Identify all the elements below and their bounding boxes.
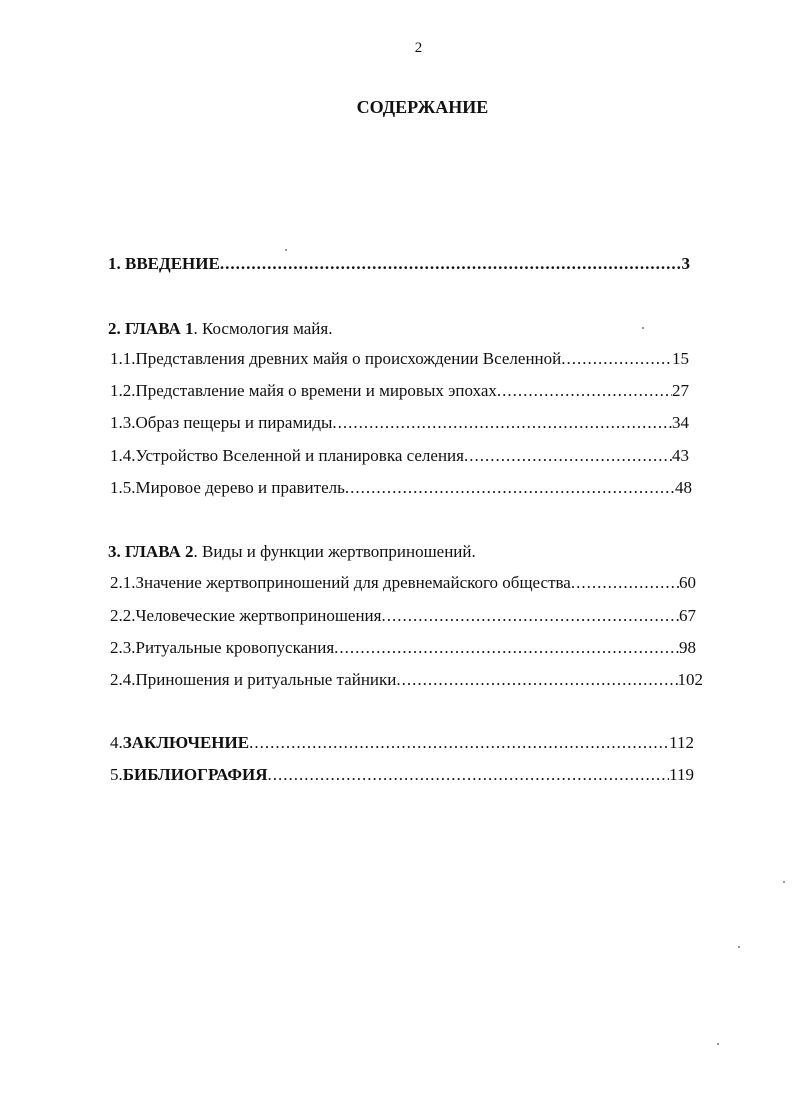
toc-entry-label: Мировое дерево и правитель bbox=[135, 478, 345, 497]
toc-entry-label: Устройство Вселенной и планировка селения bbox=[135, 446, 464, 465]
leader-dots bbox=[497, 380, 672, 402]
toc-entry-label: Представления древних майя о происхождении Вселенной bbox=[135, 349, 562, 368]
toc-entry-1-1[interactable] bbox=[110, 348, 689, 370]
toc-entry-page: 67 bbox=[679, 606, 696, 625]
toc-entry-2-4[interactable] bbox=[110, 669, 703, 691]
leader-dots bbox=[334, 637, 679, 659]
leader-dots bbox=[561, 348, 672, 370]
leader-dots bbox=[345, 477, 675, 499]
toc-entry-number: 4. bbox=[110, 733, 123, 752]
toc-entry-page: 60 bbox=[679, 573, 696, 592]
toc-entry-label: Ритуальные кровопускания bbox=[135, 638, 335, 657]
toc-entry-page: 43 bbox=[672, 446, 689, 465]
leader-dots bbox=[396, 669, 677, 691]
toc-entry-number: 2.4. bbox=[110, 670, 136, 689]
chapter-1-title: . Космология майя. bbox=[193, 319, 333, 338]
leader-dots bbox=[381, 605, 679, 627]
toc-entry-label: Человеческие жертвоприношения bbox=[135, 606, 382, 625]
toc-entry-label: Приношения и ритуальные тайники bbox=[135, 670, 397, 689]
toc-entry-number: 1.2. bbox=[110, 381, 136, 400]
toc-entry-1-4[interactable] bbox=[110, 445, 689, 467]
chapter-1-number: 2. ГЛАВА 1 bbox=[108, 319, 194, 338]
chapter-2-title: . Виды и функции жертвоприношений. bbox=[193, 542, 476, 561]
toc-entry-introduction[interactable] bbox=[108, 253, 690, 275]
leader-dots bbox=[332, 412, 672, 434]
toc-entry-page: 102 bbox=[677, 670, 703, 689]
toc-entry-number: 1.5. bbox=[110, 478, 136, 497]
scan-speck bbox=[738, 946, 740, 948]
toc-entry-label: БИБЛИОГРАФИЯ bbox=[122, 765, 268, 784]
toc-entry-2-3[interactable] bbox=[110, 637, 696, 659]
leader-dots bbox=[267, 764, 669, 786]
toc-entry-label: Значение жертвоприношений для древнемайского общества bbox=[135, 573, 571, 592]
chapter-2-heading[interactable] bbox=[108, 541, 476, 563]
toc-entry-number: 1.3. bbox=[110, 413, 136, 432]
toc-entry-2-2[interactable] bbox=[110, 605, 696, 627]
toc-entry-page: 119 bbox=[669, 765, 694, 784]
page-number: 2 bbox=[414, 40, 423, 56]
scan-speck bbox=[285, 249, 287, 251]
leader-dots bbox=[220, 253, 682, 275]
toc-entry-conclusion[interactable] bbox=[110, 732, 694, 754]
chapter-1-heading[interactable] bbox=[108, 318, 332, 340]
chapter-2-number: 3. ГЛАВА 2 bbox=[108, 542, 194, 561]
leader-dots bbox=[571, 572, 679, 594]
toc-entry-page: 98 bbox=[679, 638, 696, 657]
toc-entry-label: ЗАКЛЮЧЕНИЕ bbox=[122, 733, 250, 752]
toc-entry-1-3[interactable] bbox=[110, 412, 689, 434]
toc-entry-page: 48 bbox=[675, 478, 692, 497]
page-title: СОДЕРЖАНИЕ bbox=[356, 97, 489, 117]
toc-entry-bibliography[interactable] bbox=[110, 764, 694, 786]
scan-speck bbox=[642, 327, 644, 329]
toc-entry-page: 3 bbox=[681, 254, 690, 273]
toc-entry-page: 15 bbox=[672, 349, 689, 368]
toc-entry-number: 1.4. bbox=[110, 446, 136, 465]
leader-dots bbox=[464, 445, 672, 467]
scan-speck bbox=[783, 881, 785, 883]
toc-entry-1-2[interactable] bbox=[110, 380, 689, 402]
toc-entry-number: 1.1. bbox=[110, 349, 136, 368]
scan-speck bbox=[717, 1043, 719, 1045]
toc-entry-number: 2.2. bbox=[110, 606, 136, 625]
toc-entry-page: 34 bbox=[672, 413, 689, 432]
toc-entry-number: 5. bbox=[110, 765, 123, 784]
toc-entry-page: 112 bbox=[669, 733, 694, 752]
toc-entry-1-5[interactable] bbox=[110, 477, 692, 499]
toc-entry-number: 2.1. bbox=[110, 573, 136, 592]
toc-entry-label: Образ пещеры и пирамиды bbox=[135, 413, 333, 432]
leader-dots bbox=[249, 732, 669, 754]
toc-entry-number: 2.3. bbox=[110, 638, 136, 657]
toc-entry-2-1[interactable] bbox=[110, 572, 696, 594]
toc-entry-label: Представление майя о времени и мировых эпохах bbox=[135, 381, 497, 400]
toc-entry-label: 1. ВВЕДЕНИЕ bbox=[108, 254, 220, 273]
toc-entry-page: 27 bbox=[672, 381, 689, 400]
